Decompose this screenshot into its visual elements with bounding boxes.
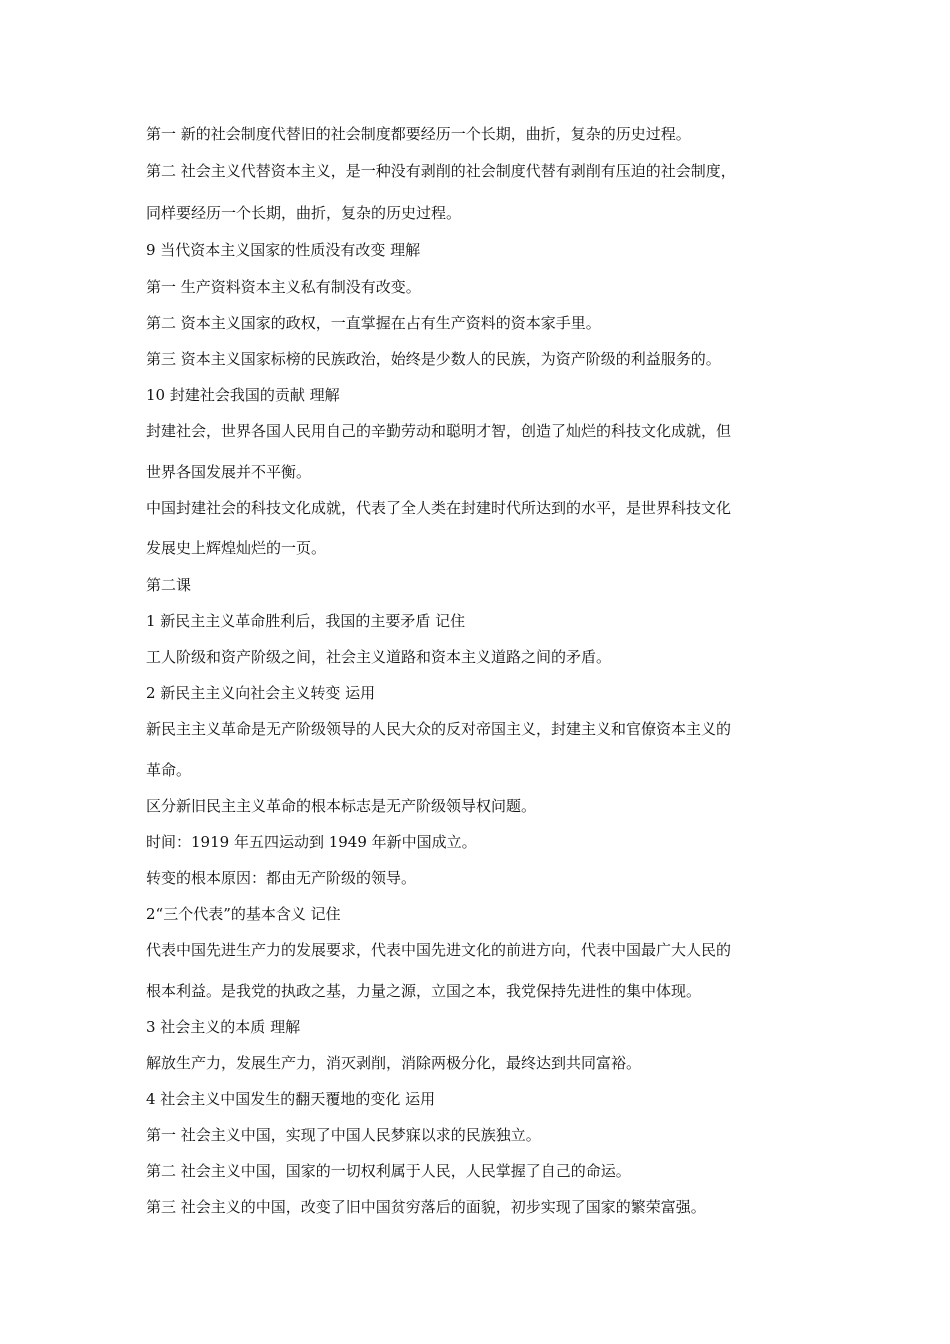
text-line: 第一 新的社会制度代替旧的社会制度都要经历一个长期，曲折，复杂的历史过程。 — [146, 125, 691, 143]
text-line: 第二 社会主义中国，国家的一切权利属于人民，人民掌握了自己的命运。 — [146, 1162, 631, 1180]
text-line: 区分新旧民主主义革命的根本标志是无产阶级领导权问题。 — [146, 797, 537, 815]
text-line: 转变的根本原因：都由无产阶级的领导。 — [146, 869, 417, 887]
text-line: 工人阶级和资产阶级之间，社会主义道路和资本主义道路之间的矛盾。 — [146, 648, 612, 666]
text-line: 革命。 — [146, 761, 192, 779]
text-line: 第一 生产资料资本主义私有制没有改变。 — [146, 278, 421, 296]
section-heading: 10 封建社会我国的贡献 理解 — [146, 386, 340, 404]
text-line: 时间：1919 年五四运动到 1949 年新中国成立。 — [146, 833, 477, 851]
section-heading: 4 社会主义中国发生的翻天覆地的变化 运用 — [146, 1090, 436, 1108]
text-line: 代表中国先进生产力的发展要求，代表中国先进文化的前进方向，代表中国最广大人民的 — [146, 941, 732, 959]
lesson-heading: 第二课 — [146, 576, 192, 594]
section-heading: 2“三个代表”的基本含义 记住 — [146, 905, 341, 923]
text-line: 发展史上辉煌灿烂的一页。 — [146, 539, 327, 557]
text-line: 新民主主义革命是无产阶级领导的人民大众的反对帝国主义，封建主义和官僚资本主义的 — [146, 720, 732, 738]
text-line: 第二 资本主义国家的政权，一直掌握在占有生产资料的资本家手里。 — [146, 314, 601, 332]
section-heading: 3 社会主义的本质 理解 — [146, 1018, 301, 1036]
text-line: 中国封建社会的科技文化成就，代表了全人类在封建时代所达到的水平，是世界科技文化 — [146, 499, 732, 517]
text-line: 第三 资本主义国家标榜的民族政治，始终是少数人的民族，为资产阶级的利益服务的。 — [146, 350, 721, 368]
text-line: 同样要经历一个长期，曲折，复杂的历史过程。 — [146, 204, 462, 222]
text-line: 第一 社会主义中国，实现了中国人民梦寐以求的民族独立。 — [146, 1126, 541, 1144]
text-line: 根本利益。是我党的执政之基，力量之源，立国之本，我党保持先进性的集中体现。 — [146, 982, 702, 1000]
section-heading: 9 当代资本主义国家的性质没有改变 理解 — [146, 241, 421, 259]
text-line: 封建社会，世界各国人民用自己的辛勤劳动和聪明才智，创造了灿烂的科技文化成就，但 — [146, 422, 732, 440]
text-line: 解放生产力，发展生产力，消灭剥削，消除两极分化，最终达到共同富裕。 — [146, 1054, 642, 1072]
text-line: 第三 社会主义的中国，改变了旧中国贫穷落后的面貌，初步实现了国家的繁荣富强。 — [146, 1198, 706, 1216]
section-heading: 1 新民主主义革命胜利后，我国的主要矛盾 记住 — [146, 612, 466, 630]
text-line: 世界各国发展并不平衡。 — [146, 463, 312, 481]
text-line: 第二 社会主义代替资本主义，是一种没有剥削的社会制度代替有剥削有压迫的社会制度， — [146, 162, 736, 180]
section-heading: 2 新民主主义向社会主义转变 运用 — [146, 684, 376, 702]
